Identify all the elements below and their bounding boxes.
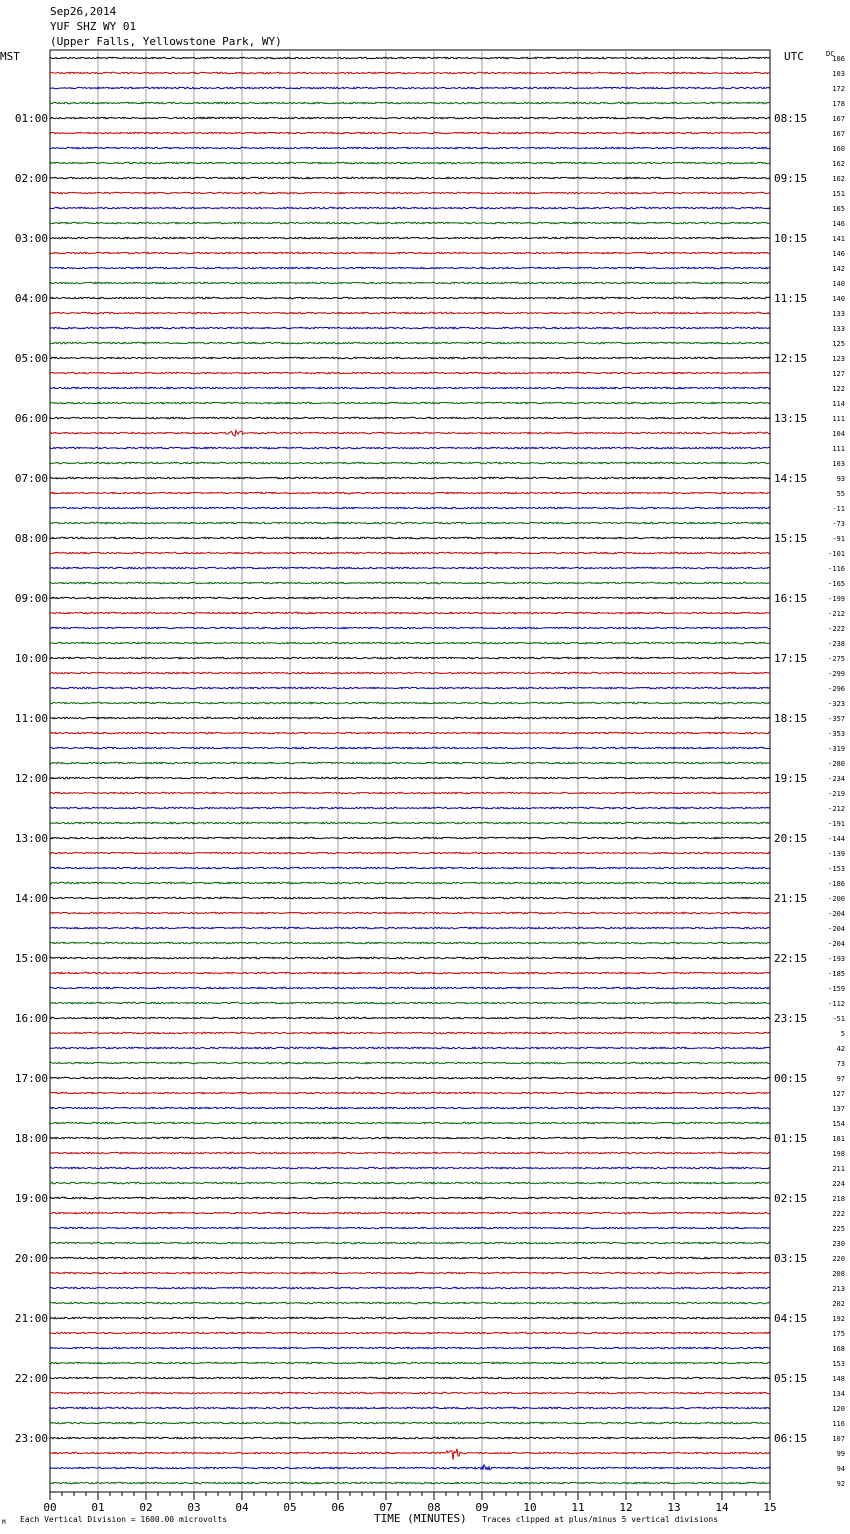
mst-hour-label: 23:00 [14, 1432, 48, 1445]
utc-hour-label: 23:15 [774, 1012, 808, 1025]
dc-offset-label: 103 [832, 460, 845, 468]
utc-hour-label: 13:15 [774, 412, 808, 425]
utc-hour-label: 16:15 [774, 592, 808, 605]
trace-row [50, 1272, 770, 1274]
dc-offset-label: 165 [832, 205, 845, 213]
trace-row [50, 87, 770, 89]
dc-offset-label: 114 [832, 400, 845, 408]
utc-hour-label: 17:15 [774, 652, 808, 665]
utc-hour-label: 05:15 [774, 1372, 808, 1385]
trace-row [50, 162, 770, 164]
trace-row [50, 492, 770, 494]
dc-offset-label: 141 [832, 235, 845, 243]
trace-row [50, 1137, 770, 1139]
dc-offset-label: 111 [832, 415, 845, 423]
dc-offset-label: -219 [828, 790, 845, 798]
trace-row [50, 957, 770, 959]
mst-hour-label: 20:00 [14, 1252, 48, 1265]
trace-row [50, 402, 770, 404]
dc-offset-label: 146 [832, 220, 845, 228]
trace-row [50, 1449, 770, 1460]
mst-hour-label: 04:00 [14, 292, 48, 305]
dc-offset-label: 153 [832, 1360, 845, 1368]
trace-row [50, 1242, 770, 1244]
trace-row [50, 1182, 770, 1184]
dc-offset-label: -275 [828, 655, 845, 663]
trace-row [50, 1047, 770, 1049]
dc-offset-label: -51 [832, 1015, 845, 1023]
trace-row [50, 357, 770, 359]
clip-note: Traces clipped at plus/minus 5 vertical divisions [482, 1515, 719, 1524]
x-tick-label: 02 [139, 1501, 153, 1514]
dc-offset-label: 175 [832, 1330, 845, 1338]
dc-offset-label: -234 [828, 775, 845, 783]
dc-offset-label: 167 [832, 130, 845, 138]
dc-offset-label: 107 [832, 1435, 845, 1443]
trace-row [50, 777, 770, 779]
trace-row [50, 792, 770, 794]
trace-row [50, 1062, 770, 1064]
dc-offset-label: 111 [832, 445, 845, 453]
dc-offset-label: -199 [828, 595, 845, 603]
trace-row [50, 1122, 770, 1124]
mst-hour-label: 19:00 [14, 1192, 48, 1205]
utc-hour-label: 01:15 [774, 1132, 808, 1145]
dc-offset-label: 168 [832, 1345, 845, 1353]
dc-offset-label: 125 [832, 340, 845, 348]
x-tick-label: 06 [331, 1501, 345, 1514]
dc-offset-label: 116 [832, 1420, 845, 1428]
dc-offset-label: -323 [828, 700, 845, 708]
trace-row [50, 177, 770, 179]
x-tick-label: 05 [283, 1501, 297, 1514]
x-tick-label: 03 [187, 1501, 201, 1514]
mst-hour-label: 15:00 [14, 952, 48, 965]
dc-offset-label: -319 [828, 745, 845, 753]
utc-hour-label: 21:15 [774, 892, 808, 905]
trace-row [50, 987, 770, 989]
trace-row [50, 417, 770, 419]
trace-row [50, 462, 770, 464]
dc-offset-label: -144 [828, 835, 845, 843]
trace-row [50, 1347, 770, 1349]
x-tick-label: 13 [667, 1501, 681, 1514]
trace-row [50, 807, 770, 809]
utc-hour-label: 08:15 [774, 112, 808, 125]
mst-hour-label: 03:00 [14, 232, 48, 245]
trace-row [50, 567, 770, 569]
x-tick-label: 11 [571, 1501, 585, 1514]
trace-row [50, 762, 770, 764]
dc-offset-label: 146 [832, 250, 845, 258]
trace-row [50, 1152, 770, 1154]
trace-row [50, 612, 770, 614]
trace-row [50, 837, 770, 839]
mst-hour-label: 21:00 [14, 1312, 48, 1325]
trace-row [50, 1437, 770, 1439]
dc-column-label: DC [826, 50, 835, 58]
trace-row [50, 1377, 770, 1379]
dc-offset-label: 198 [832, 1150, 845, 1158]
dc-offset-label: 5 [840, 1030, 845, 1038]
trace-row [50, 822, 770, 824]
trace-row [50, 687, 770, 689]
x-axis-title: TIME (MINUTES) [374, 1512, 467, 1525]
mst-hour-label: 07:00 [14, 472, 48, 485]
dc-offset-label: 133 [832, 310, 845, 318]
mst-hour-label: 01:00 [14, 112, 48, 125]
mst-hour-label: 18:00 [14, 1132, 48, 1145]
trace-row [50, 327, 770, 329]
dc-offset-label: 140 [832, 280, 845, 288]
dc-offset-label: -357 [828, 715, 845, 723]
trace-row [50, 747, 770, 749]
dc-offset-label: 134 [832, 1390, 845, 1398]
dc-offset-label: 192 [832, 1315, 845, 1323]
dc-offset-label: 94 [836, 1465, 845, 1473]
dc-offset-label: -186 [828, 880, 845, 888]
mst-hour-label: 06:00 [14, 412, 48, 425]
trace-row [50, 717, 770, 719]
dc-offset-label: 97 [836, 1075, 845, 1083]
mst-hour-label: 17:00 [14, 1072, 48, 1085]
x-tick-label: 08 [427, 1501, 441, 1514]
dc-offset-label: 218 [832, 1195, 845, 1203]
x-tick-label: 01 [91, 1501, 105, 1514]
trace-row [50, 1212, 770, 1214]
dc-offset-label: -238 [828, 640, 845, 648]
trace-row [50, 582, 770, 584]
x-tick-label: 14 [715, 1501, 729, 1514]
dc-offset-label: 133 [832, 325, 845, 333]
dc-offset-label: 225 [832, 1225, 845, 1233]
trace-row [50, 1482, 770, 1484]
trace-row [50, 1077, 770, 1079]
x-tick-label: 04 [235, 1501, 249, 1514]
dc-offset-label: 127 [832, 1090, 845, 1098]
dc-offset-label: 142 [832, 265, 845, 273]
dc-offset-label: -222 [828, 625, 845, 633]
dc-offset-label: 162 [832, 175, 845, 183]
trace-row [50, 297, 770, 299]
utc-hour-label: 06:15 [774, 1432, 808, 1445]
dc-offset-label: 230 [832, 1240, 845, 1248]
left-timezone-label: MST [0, 50, 20, 63]
x-tick-label: 07 [379, 1501, 393, 1514]
trace-row [50, 1302, 770, 1304]
dc-offset-label: 148 [832, 1375, 845, 1383]
right-timezone-label: UTC [784, 50, 804, 63]
trace-row [50, 237, 770, 239]
trace-row [50, 852, 770, 854]
utc-hour-label: 03:15 [774, 1252, 808, 1265]
dc-offset-label: 202 [832, 1300, 845, 1308]
plot-frame [50, 50, 770, 1492]
utc-hour-label: 00:15 [774, 1072, 808, 1085]
dc-offset-label: 222 [832, 1210, 845, 1218]
trace-row [50, 1017, 770, 1019]
mst-hour-label: 10:00 [14, 652, 48, 665]
dc-offset-label: 213 [832, 1285, 845, 1293]
trace-row [50, 312, 770, 314]
trace-row [50, 942, 770, 944]
header-location: (Upper Falls, Yellowstone Park, WY) [50, 35, 282, 48]
dc-offset-label: 162 [832, 160, 845, 168]
dc-offset-label: -212 [828, 610, 845, 618]
trace-row [50, 147, 770, 149]
trace-row [50, 372, 770, 374]
trace-row [50, 252, 770, 254]
trace-row [50, 867, 770, 869]
trace-row [50, 1465, 770, 1470]
dc-offset-label: -204 [828, 925, 845, 933]
mst-hour-label: 22:00 [14, 1372, 48, 1385]
header-date: Sep26,2014 [50, 5, 117, 18]
trace-row [50, 1287, 770, 1289]
dc-offset-label: -101 [828, 550, 845, 558]
dc-offset-label: -139 [828, 850, 845, 858]
corner-mark: M [2, 1519, 6, 1526]
trace-row [50, 207, 770, 209]
dc-offset-label: -280 [828, 760, 845, 768]
trace-row [50, 672, 770, 674]
dc-offset-label: 92 [836, 1480, 845, 1488]
mst-hour-label: 12:00 [14, 772, 48, 785]
header-station: YUF SHZ WY 01 [50, 20, 137, 33]
trace-row [50, 1317, 770, 1319]
dc-offset-label: -11 [832, 505, 845, 513]
utc-hour-label: 12:15 [774, 352, 808, 365]
trace-row [50, 627, 770, 629]
trace-row [50, 522, 770, 524]
dc-offset-label: 106 [832, 55, 845, 63]
dc-offset-label: 167 [832, 115, 845, 123]
trace-row [50, 1362, 770, 1364]
utc-hour-label: 18:15 [774, 712, 808, 725]
trace-row [50, 430, 770, 436]
trace-row [50, 1227, 770, 1229]
trace-row [50, 882, 770, 884]
dc-offset-label: -204 [828, 910, 845, 918]
trace-row [50, 972, 770, 974]
utc-hour-label: 11:15 [774, 292, 808, 305]
trace-row [50, 1332, 770, 1334]
trace-row [50, 267, 770, 269]
mst-hour-label: 08:00 [14, 532, 48, 545]
trace-row [50, 222, 770, 224]
trace-row [50, 702, 770, 704]
dc-offset-label: -212 [828, 805, 845, 813]
mst-hour-label: 13:00 [14, 832, 48, 845]
dc-offset-label: -299 [828, 670, 845, 678]
trace-row [50, 1392, 770, 1394]
utc-hour-label: 09:15 [774, 172, 808, 185]
dc-offset-label: -112 [828, 1000, 845, 1008]
mst-hour-label: 11:00 [14, 712, 48, 725]
trace-row [50, 72, 770, 74]
dc-offset-label: 127 [832, 370, 845, 378]
dc-offset-label: 140 [832, 295, 845, 303]
dc-offset-label: 104 [832, 430, 845, 438]
utc-hour-label: 22:15 [774, 952, 808, 965]
dc-offset-label: -296 [828, 685, 845, 693]
trace-row [50, 102, 770, 104]
dc-offset-label: 154 [832, 1120, 845, 1128]
dc-offset-label: -116 [828, 565, 845, 573]
trace-row [50, 732, 770, 734]
dc-offset-label: -185 [828, 970, 845, 978]
x-tick-label: 10 [523, 1501, 537, 1514]
dc-offset-label: 122 [832, 385, 845, 393]
dc-offset-label: 103 [832, 70, 845, 78]
trace-row [50, 1422, 770, 1424]
trace-row [50, 1002, 770, 1004]
trace-row [50, 132, 770, 134]
trace-row [50, 192, 770, 194]
utc-hour-label: 19:15 [774, 772, 808, 785]
scale-note: Each Vertical Division = 1600.00 microvolts [20, 1515, 228, 1524]
dc-offset-label: 137 [832, 1105, 845, 1113]
dc-offset-label: -200 [828, 895, 845, 903]
dc-offset-label: 172 [832, 85, 845, 93]
trace-row [50, 447, 770, 449]
dc-offset-label: -193 [828, 955, 845, 963]
dc-offset-label: 160 [832, 145, 845, 153]
dc-offset-label: 73 [836, 1060, 845, 1068]
trace-row [50, 282, 770, 284]
trace-row [50, 477, 770, 479]
mst-hour-label: 14:00 [14, 892, 48, 905]
dc-offset-label: 151 [832, 190, 845, 198]
utc-hour-label: 20:15 [774, 832, 808, 845]
dc-offset-label: -91 [832, 535, 845, 543]
trace-row [50, 657, 770, 659]
dc-offset-label: 220 [832, 1255, 845, 1263]
mst-hour-label: 09:00 [14, 592, 48, 605]
dc-offset-label: 93 [836, 475, 845, 483]
dc-offset-label: 55 [836, 490, 845, 498]
dc-offset-label: 99 [836, 1450, 845, 1458]
dc-offset-label: 123 [832, 355, 845, 363]
dc-offset-label: -153 [828, 865, 845, 873]
dc-offset-label: -353 [828, 730, 845, 738]
x-tick-label: 09 [475, 1501, 489, 1514]
dc-offset-label: 211 [832, 1165, 845, 1173]
utc-hour-label: 14:15 [774, 472, 808, 485]
trace-row [50, 1092, 770, 1094]
mst-hour-label: 05:00 [14, 352, 48, 365]
dc-offset-label: -204 [828, 940, 845, 948]
x-tick-label: 12 [619, 1501, 633, 1514]
utc-hour-label: 15:15 [774, 532, 808, 545]
dc-offset-label: 208 [832, 1270, 845, 1278]
trace-row [50, 552, 770, 554]
dc-offset-label: -165 [828, 580, 845, 588]
trace-row [50, 597, 770, 599]
trace-row [50, 537, 770, 539]
trace-row [50, 342, 770, 344]
trace-row [50, 1197, 770, 1199]
trace-row [50, 1167, 770, 1169]
trace-row [50, 927, 770, 929]
mst-hour-label: 16:00 [14, 1012, 48, 1025]
utc-hour-label: 02:15 [774, 1192, 808, 1205]
dc-offset-label: -159 [828, 985, 845, 993]
dc-offset-label: -73 [832, 520, 845, 528]
trace-row [50, 1257, 770, 1259]
x-tick-label: 15 [763, 1501, 777, 1514]
trace-row [50, 57, 770, 59]
trace-row [50, 387, 770, 389]
dc-offset-label: 181 [832, 1135, 845, 1143]
trace-row [50, 642, 770, 644]
dc-offset-label: 178 [832, 100, 845, 108]
x-tick-label: 00 [43, 1501, 57, 1514]
dc-offset-label: -191 [828, 820, 845, 828]
utc-hour-label: 10:15 [774, 232, 808, 245]
mst-hour-label: 02:00 [14, 172, 48, 185]
trace-row [50, 897, 770, 899]
trace-row [50, 117, 770, 119]
dc-offset-label: 224 [832, 1180, 845, 1188]
utc-hour-label: 04:15 [774, 1312, 808, 1325]
dc-offset-label: 120 [832, 1405, 845, 1413]
trace-row [50, 507, 770, 509]
dc-offset-label: 42 [836, 1045, 845, 1053]
trace-row [50, 1407, 770, 1409]
trace-row [50, 912, 770, 914]
trace-row [50, 1107, 770, 1109]
trace-row [50, 1032, 770, 1034]
